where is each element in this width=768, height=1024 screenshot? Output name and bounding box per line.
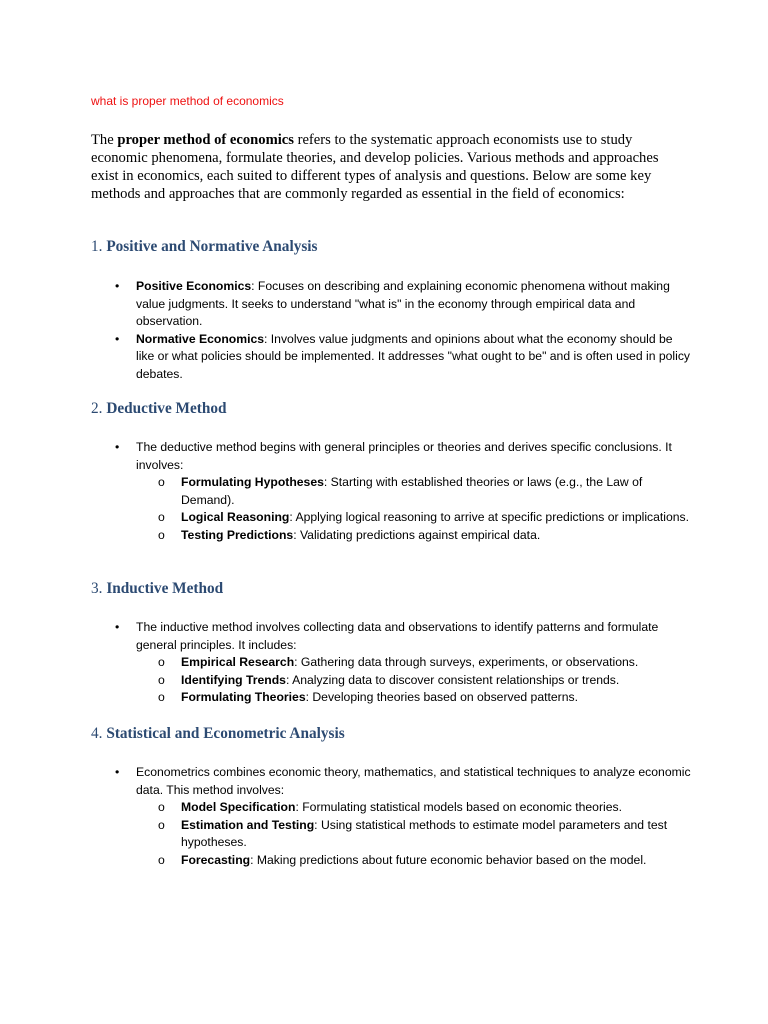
circle-bullet-icon: o <box>158 655 165 669</box>
item-text: : Involves value judgments and opinions about what the economy should be like or what policies should be implemented. It addresses "what ought to be" and is often used in policy debates. <box>136 331 691 381</box>
bullet-icon: • <box>115 440 120 454</box>
section-number: 1. <box>91 238 103 255</box>
intro-rest: refers to the systematic approach economists use to study economic phenomena, formulate theories, and develop policies. Various methods and approaches exist in economics, each suited to different types of analysis and questions. Below are some key methods and approaches that are commonly regarded as essential in the field of economics: <box>91 132 659 202</box>
section-title: Inductive Method <box>106 580 224 597</box>
section-heading-3 <box>91 580 223 598</box>
section-body-4 <box>91 764 691 869</box>
section-title: Positive and Normative Analysis <box>106 238 318 255</box>
item-text: : Gathering data through surveys, experiments, or observations. <box>294 655 639 669</box>
item-label: Testing Predictions <box>181 527 294 542</box>
circle-bullet-icon: o <box>158 690 165 704</box>
item-text: : Developing theories based on observed patterns. <box>305 690 578 704</box>
section-number: 2. <box>91 400 103 417</box>
circle-bullet-icon: o <box>158 475 165 489</box>
sub-list-item <box>91 852 691 870</box>
circle-bullet-icon: o <box>158 510 165 524</box>
item-label: Formulating Theories <box>181 690 306 704</box>
section-title: Statistical and Econometric Analysis <box>106 725 345 742</box>
item-text: : Starting with established theories or laws (e.g., the Law of Demand). <box>181 475 643 507</box>
intro-prefix: The <box>91 132 118 148</box>
item-label: Positive Economics <box>136 279 252 293</box>
bullet-icon: • <box>115 279 120 293</box>
item-text: : Using statistical methods to estimate model parameters and test hypotheses. <box>181 817 668 849</box>
document-title: what is proper method of economics <box>91 94 284 108</box>
item-label: Estimation and Testing <box>181 817 315 832</box>
section-heading-1 <box>91 238 318 256</box>
section-number: 4. <box>91 725 103 742</box>
item-label: Logical Reasoning <box>181 510 290 524</box>
intro-bold-term: proper method of economics <box>117 132 294 148</box>
sub-list-item <box>91 474 691 509</box>
section-heading-2 <box>91 400 227 418</box>
list-item <box>91 278 691 331</box>
item-label: Model Specification <box>181 800 296 814</box>
sub-list-item <box>91 527 691 545</box>
item-text: : Focuses on describing and explaining economic phenomena without making value judgments. It seeks to understand "what is" in the economy through empirical data and observation. <box>136 279 670 328</box>
bullet-icon: • <box>115 331 120 346</box>
item-text: : Analyzing data to discover consistent relationships or trends. <box>285 672 620 687</box>
section-body-1 <box>91 278 691 383</box>
item-text: : Making predictions about future economic behavior based on the model. <box>250 852 647 867</box>
circle-bullet-icon: o <box>158 852 165 867</box>
bullet-icon: • <box>115 765 120 779</box>
circle-bullet-icon: o <box>158 672 165 687</box>
item-text: : Validating predictions against empirical data. <box>293 527 541 542</box>
sub-list-item <box>91 509 691 527</box>
item-text: : Applying logical reasoning to arrive at specific predictions or implications. <box>289 510 690 524</box>
section-title: Deductive Method <box>106 400 227 417</box>
intro-paragraph <box>91 131 681 203</box>
circle-bullet-icon: o <box>158 800 165 814</box>
item-label: Identifying Trends <box>181 672 286 687</box>
circle-bullet-icon: o <box>158 817 165 832</box>
list-item <box>91 619 691 654</box>
item-label: Empirical Research <box>181 655 295 669</box>
section-heading-4 <box>91 725 345 743</box>
item-text: The inductive method involves collecting data and observations to identify patterns and formulate general principles. It includes: <box>136 620 659 652</box>
sub-list-item <box>91 654 691 672</box>
sub-list-item <box>91 689 691 707</box>
list-item <box>91 764 691 799</box>
list-item <box>91 439 691 474</box>
item-label: Forecasting <box>181 852 251 867</box>
item-label: Normative Economics <box>136 331 265 346</box>
item-label: Formulating Hypotheses <box>181 475 324 489</box>
list-item <box>91 331 691 384</box>
sub-list-item <box>91 672 691 690</box>
section-number: 3. <box>91 580 103 597</box>
item-text: Econometrics combines economic theory, mathematics, and statistical techniques to analyze economic data. This method involves: <box>136 765 691 797</box>
item-text: The deductive method begins with general principles or theories and derives specific conclusions. It involves: <box>136 440 672 472</box>
circle-bullet-icon: o <box>158 527 165 542</box>
sub-list-item <box>91 817 691 852</box>
section-body-2 <box>91 439 691 544</box>
bullet-icon: • <box>115 620 120 634</box>
section-body-3 <box>91 619 691 707</box>
item-text: : Formulating statistical models based on economic theories. <box>295 800 622 814</box>
sub-list-item <box>91 799 691 817</box>
